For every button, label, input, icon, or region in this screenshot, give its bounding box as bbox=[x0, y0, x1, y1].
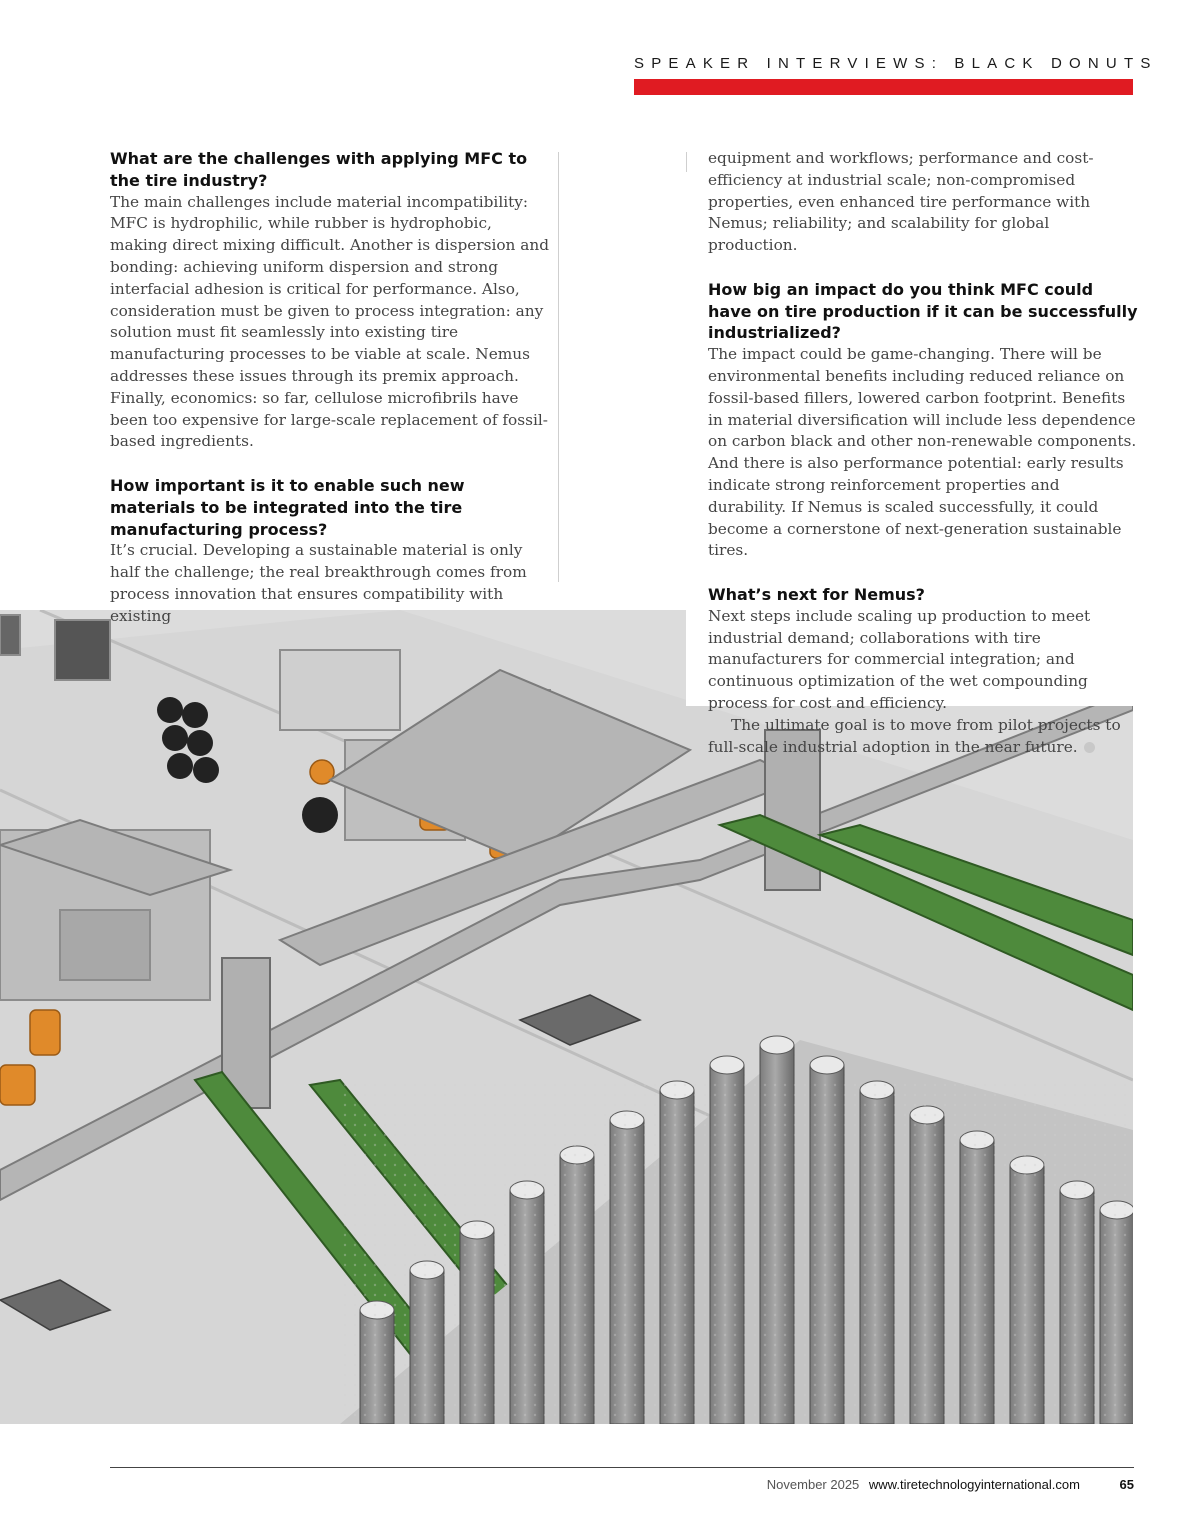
footer-date: November 2025 bbox=[766, 1477, 860, 1492]
column-rule bbox=[558, 152, 559, 582]
answer-next: Next steps include scaling up production to meet industrial demand; collaborations with tire manufacturers for commercial integration; and continuous optimization of the wet compounding process for cost and efficiency. bbox=[708, 606, 1091, 712]
page-number: 65 bbox=[1119, 1477, 1134, 1492]
answer-integration: It’s crucial. Developing a sustainable material is only half the challenge; the real breakthrough comes from process innovation that ensures compatibility with existing bbox=[110, 541, 527, 625]
answer-challenges: The main challenges include material incompatibility: MFC is hydrophilic, while rubber is hydrophobic, making direct mixing difficult. Another is dispersion and bonding: achieving uniform dispersion and strong interfacial adhesion is critical for performance. Also, consideration must be given to process integration: any solution must fit seamlessly into existing tire manufacturing processes to be viable at scale. Nemus addresses these issues through its premix approach. Finally, economics: so far, cellulose microfibrils have been too expensive for large-scale replacement of fossil-based ingredients. bbox=[110, 192, 550, 451]
answer-goal bbox=[708, 715, 1138, 759]
answer-integration-continued: equipment and workflows; performance and cost-efficiency at industrial scale; non-compromised properties, even enhanced tire performance with Nemus; reliability; and scalability for global production. bbox=[708, 149, 1094, 255]
answer-impact: The impact could be game-changing. There will be environmental benefits including reduced reliance on fossil-based fillers, lowered carbon footprint. Benefits in material diversification will include less dependence on carbon black and other non-renewable components. And there is also performance potential: early results indicate strong reinforcement properties and durability. If Nemus is scaled successfully, it could become a cornerstone of next-generation sustainable tires. bbox=[708, 345, 1137, 560]
answer-goal-text: The ultimate goal is to move from pilot projects to full-scale industrial adoption in the near future. bbox=[708, 715, 1121, 756]
footer-rule bbox=[110, 1467, 1134, 1468]
question-next: What’s next for Nemus? bbox=[708, 584, 925, 604]
header-red-bar bbox=[634, 79, 1133, 95]
cylinder-array bbox=[340, 1036, 1133, 1424]
section-header: SPEAKER INTERVIEWS: BLACK DONUTS bbox=[634, 55, 1158, 72]
question-impact: How big an impact do you think MFC could have on tire production if it can be successfully industrialized? bbox=[708, 279, 1138, 343]
end-of-article-icon bbox=[1084, 742, 1095, 753]
column-rule-right bbox=[686, 152, 687, 172]
question-integration: How important is it to enable such new materials to be integrated into the tire manufacturing process? bbox=[110, 475, 465, 539]
left-column bbox=[110, 148, 550, 628]
footer-website-link[interactable]: www.tiretechnologyinternational.com bbox=[868, 1477, 1080, 1492]
page-footer bbox=[110, 1477, 1134, 1492]
question-challenges: What are the challenges with applying MFC to the tire industry? bbox=[110, 149, 528, 190]
right-column bbox=[708, 148, 1138, 758]
